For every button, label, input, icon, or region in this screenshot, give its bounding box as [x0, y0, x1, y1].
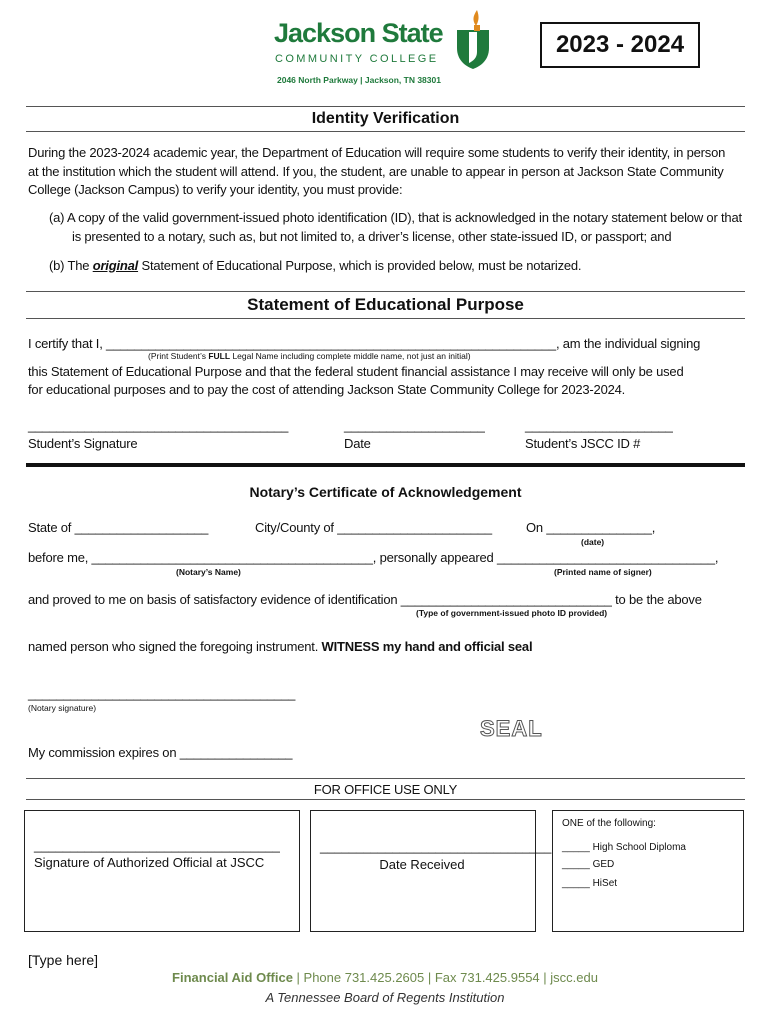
notary-signature-hint: (Notary signature) [28, 703, 97, 713]
item-b-prefix: (b) The [49, 258, 90, 273]
student-id-label: Student’s JSCC ID # [525, 436, 641, 451]
identity-para-line: at the institution which the student will attend. If you, the student, are unable to appear in person at Jackson State Community [28, 164, 724, 179]
item-b-emphasis: original [92, 258, 139, 273]
seal-mark: SEAL [480, 716, 543, 741]
notary-name-hint: (Notary’s Name) [176, 567, 241, 577]
named-person-text: named person who signed the foregoing instrument. [28, 639, 319, 654]
signer-hint: (Printed name of signer) [554, 567, 652, 577]
state-field[interactable]: State of ___________________ [28, 520, 209, 535]
date-received-field[interactable]: ________________________________ [320, 839, 552, 854]
on-date-field[interactable]: On _______________, [526, 520, 656, 535]
college-name: Jackson State [274, 18, 443, 48]
named-person-line [28, 639, 532, 654]
statement-title: Statement of Educational Purpose [247, 295, 524, 314]
name-hint-b: FULL [208, 351, 231, 361]
proved-line[interactable]: and proved to me on basis of satisfactory evidence of identification ______________________________ to be the above [28, 592, 702, 607]
date-received-label: Date Received [379, 857, 465, 872]
college-address: 2046 North Parkway | Jackson, TN 38301 [277, 75, 441, 85]
footer-contact-text: | Phone 731.425.2605 | Fax 731.425.9554 | jscc.edu [292, 970, 598, 985]
identity-para-line: During the 2023-2024 academic year, the Department of Education will require some students to verify their identity, in person [28, 145, 726, 160]
one-of-label: ONE of the following: [562, 818, 656, 829]
statement-line: this Statement of Educational Purpose and that the federal student financial assistance I may receive will only be used [28, 364, 684, 379]
name-hint [148, 351, 471, 361]
date-label: Date [344, 436, 371, 451]
name-hint-c: Legal Name including complete middle name, not just an initial) [232, 351, 471, 361]
commission-field[interactable]: My commission expires on ________________ [28, 745, 293, 760]
torch-shield-icon [455, 8, 491, 70]
footer-tagline: A Tennessee Board of Regents Institution [265, 990, 505, 1005]
notary-signature-field[interactable]: ______________________________________ [28, 686, 296, 701]
student-signature-label: Student’s Signature [28, 436, 138, 451]
option-ged[interactable]: _____ GED [562, 859, 615, 870]
official-signature-box [24, 810, 300, 932]
official-signature-label: Signature of Authorized Official at JSCC [34, 855, 265, 870]
witness-text: WITNESS my hand and official seal [321, 639, 533, 654]
section-divider [26, 463, 745, 467]
identity-title: Identity Verification [311, 110, 460, 127]
academic-year-box: 2023 - 2024 [540, 22, 700, 68]
name-hint-a: (Print Student’s [148, 351, 206, 361]
date-field[interactable]: ____________________ [344, 418, 485, 433]
student-id-field[interactable]: _____________________ [525, 418, 673, 433]
before-me-line[interactable]: before me, ________________________________________, personally appeared _______________________________, [28, 550, 719, 565]
notary-title: Notary’s Certificate of Acknowledgement [249, 484, 522, 500]
footer-office-name: Financial Aid Office [172, 970, 293, 985]
certify-line[interactable]: I certify that I, ________________________________________________________________, am the individual signing [28, 336, 701, 351]
option-high-school-diploma[interactable]: _____ High School Diploma [562, 842, 686, 853]
item-a-line: is presented to a notary, such as, but not limited to, a driver’s license, other state-issued ID, or passport; and [72, 229, 672, 244]
statement-line: for educational purposes and to pay the cost of attending Jackson State Community College for 2023-2024. [28, 382, 626, 397]
item-a-line: (a) A copy of the valid government-issued photo identification (ID), that is acknowledged in the notary statement below or that [49, 210, 742, 225]
item-b-line [49, 258, 581, 273]
official-signature-field[interactable]: __________________________________ [34, 838, 280, 853]
office-use-title: FOR OFFICE USE ONLY [313, 782, 458, 797]
student-signature-field[interactable]: _____________________________________ [28, 418, 289, 433]
college-subtitle: COMMUNITY COLLEGE [275, 53, 439, 65]
option-hiset[interactable]: _____ HiSet [562, 878, 618, 889]
city-county-field[interactable]: City/County of ______________________ [255, 520, 492, 535]
footer-contact [0, 970, 770, 985]
date-hint: (date) [581, 537, 605, 547]
type-here-placeholder[interactable]: [Type here] [28, 952, 99, 968]
identity-para-line: College (Jackson Campus) to verify your identity, you must provide: [28, 182, 403, 197]
item-b-rest: Statement of Educational Purpose, which is provided below, must be notarized. [141, 258, 582, 273]
id-type-hint: (Type of government-issued photo ID provided) [416, 608, 608, 618]
